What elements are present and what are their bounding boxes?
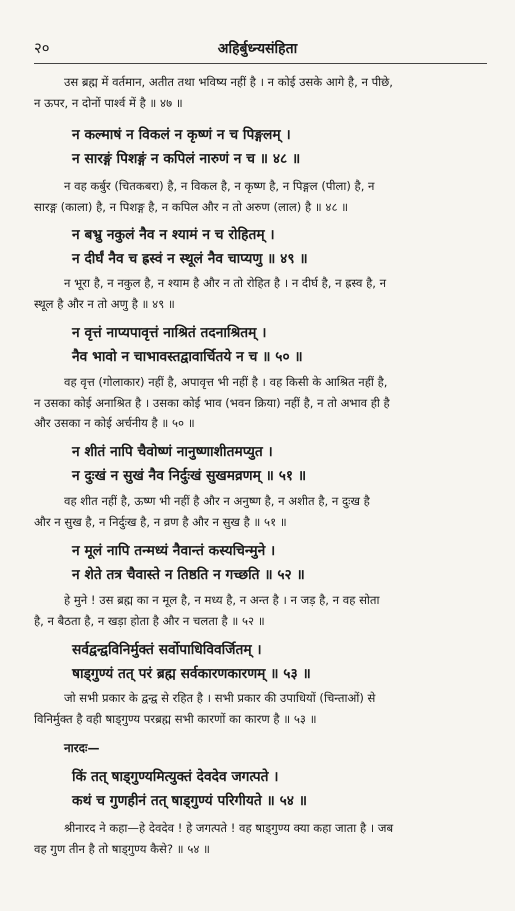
verse-49 bbox=[72, 223, 492, 271]
page-header bbox=[34, 38, 481, 60]
verse-line: न सारङ्गं पिशङ्गं न कपिलं नारुणं न च ॥ ४८ ॥ bbox=[72, 151, 301, 167]
translation-49 bbox=[34, 273, 492, 314]
translation-52 bbox=[34, 590, 492, 631]
translation-53 bbox=[34, 688, 492, 729]
verse-52 bbox=[72, 539, 492, 587]
text-line: न ऊपर, न दोनों पार्श्व में है ॥ ४७ ॥ bbox=[34, 95, 183, 110]
text-line: विनिर्मुक्त है वही षाड्गुण्य परब्रह्म सभी कारणों का कारण है ॥ ५३ ॥ bbox=[34, 711, 317, 726]
verse-line: किं तत् षाड्गुण्यमित्युक्तं देवदेव जगत्पते । bbox=[72, 769, 279, 785]
verse-line: न वृत्तं नाप्यपावृत्तं नाश्रितं तदनाश्रितम् । bbox=[72, 325, 267, 341]
verse-50 bbox=[72, 321, 492, 369]
text-line: और न सुख है, न निर्दुःख है, न व्रण है और न सुख है ॥ ५१ ॥ bbox=[34, 514, 287, 529]
text-line: न वह कर्बुर (चितकबरा) है, न विकल है, न कृष्ण है, न पिङ्गल (पीला) है, न bbox=[64, 179, 375, 193]
text-line: जो सभी प्रकार के द्वन्द्व से रहित है । सभी प्रकार की उपाधियों (चिन्ताओं) से bbox=[64, 691, 376, 705]
verse-54 bbox=[72, 765, 492, 813]
text-line: सारङ्ग (काला) है, न पिशङ्ग है, न कपिल और न तो अरुण (लाल) है ॥ ४८ ॥ bbox=[34, 199, 349, 214]
verse-53 bbox=[72, 638, 492, 686]
verse-line: कथं च गुणहीनं तत् षाड्गुण्यं परिगीयते ॥ ५४ ॥ bbox=[72, 793, 308, 809]
verse-line: न बभ्रु नकुलं नैव न श्यामं न च रोहितम् । bbox=[72, 227, 275, 243]
text-line: उस ब्रह्म में वर्तमान, अतीत तथा भविष्य नहीं है । न कोई उसके आगे है, न पीछे, bbox=[64, 75, 393, 89]
verse-line: न मूलं नापि तन्मध्यं नैवान्तं कस्यचिन्मुने । bbox=[72, 543, 276, 559]
header-divider bbox=[34, 63, 487, 64]
verse-line: न शीतं नापि चैवोष्णं नानुष्णाशीतमप्युत । bbox=[72, 444, 273, 460]
verse-line: नैव भावो न चाभावस्तद्वावार्चितये न च ॥ ५० ॥ bbox=[72, 349, 303, 365]
text-line: वह वृत्त (गोलाकार) नहीं है, अपावृत्त भी नहीं है । वह किसी के आश्रित नहीं है, bbox=[64, 375, 388, 389]
verse-line: षाड्गुण्यं तत् परं ब्रह्म सर्वकारणकारणम् ॥ ५३ ॥ bbox=[72, 666, 311, 682]
verse-line: न कल्माषं न विकलं न कृष्णं न च पिङ्गलम् । bbox=[72, 127, 291, 143]
text-line: वह शीत नहीं है, ऊष्ण भी नहीं है और न अनुष्ण है, न अशीत है, न दुःख है bbox=[64, 494, 370, 508]
verse-51 bbox=[72, 440, 492, 488]
translation-54 bbox=[34, 818, 492, 859]
translation-48 bbox=[34, 176, 492, 217]
text-line: न भूरा है, न नकुल है, न श्याम है और न तो रोहित है । न दीर्घ है, न ह्रस्व है, न bbox=[64, 276, 387, 290]
page-number: २० bbox=[34, 39, 50, 57]
text-line: हे मुने ! उस ब्रह्म का न मूल है, न मध्य है, न अन्त है । न जड़ है, न वह सोता bbox=[64, 593, 380, 607]
verse-line: न दुःखं न सुखं नैव निर्दुःखं सुखमव्रणम् ॥ ५१ ॥ bbox=[72, 468, 307, 484]
text-line: श्रीनारद ने कहा—हे देवदेव ! हे जगत्पते ! वह षाड्गुण्य क्या कहा जाता है । जब bbox=[64, 821, 394, 835]
book-title: अहिर्बुध्न्यसंहिता bbox=[217, 41, 298, 57]
speaker-label: नारदः— bbox=[64, 741, 100, 755]
text-line: और उसका न कोई अर्चनीय है ॥ ५० ॥ bbox=[34, 416, 195, 430]
text-line: वह गुण तीन है तो षाड्गुण्य कैसे? ॥ ५४ ॥ bbox=[34, 841, 211, 856]
translation-51 bbox=[34, 491, 492, 532]
text-line: न उसका कोई अनाश्रित है । उसका कोई भाव (भवन क्रिया) नहीं है, न तो अभाव ही है bbox=[34, 395, 390, 410]
verse-48 bbox=[72, 123, 492, 171]
text-line: है, न बैठता है, न खड़ा होता है और न चलता है ॥ ५२ ॥ bbox=[34, 613, 265, 628]
translation-50 bbox=[34, 372, 492, 434]
verse-line: सर्वद्वन्द्वविनिर्मुक्तं सर्वोपाधिविवर्जितम् । bbox=[72, 642, 262, 658]
verse-line: न शेते तत्र चैवास्ते न तिष्ठति न गच्छति ॥ ५२ ॥ bbox=[72, 567, 305, 583]
verse-line: न दीर्घं नैव च ह्रस्वं न स्थूलं नैव चाप्यणु ॥ ४९ ॥ bbox=[72, 251, 308, 267]
text-line: स्थूल है और न तो अणु है ॥ ४९ ॥ bbox=[34, 296, 175, 311]
translation-47 bbox=[34, 72, 492, 113]
